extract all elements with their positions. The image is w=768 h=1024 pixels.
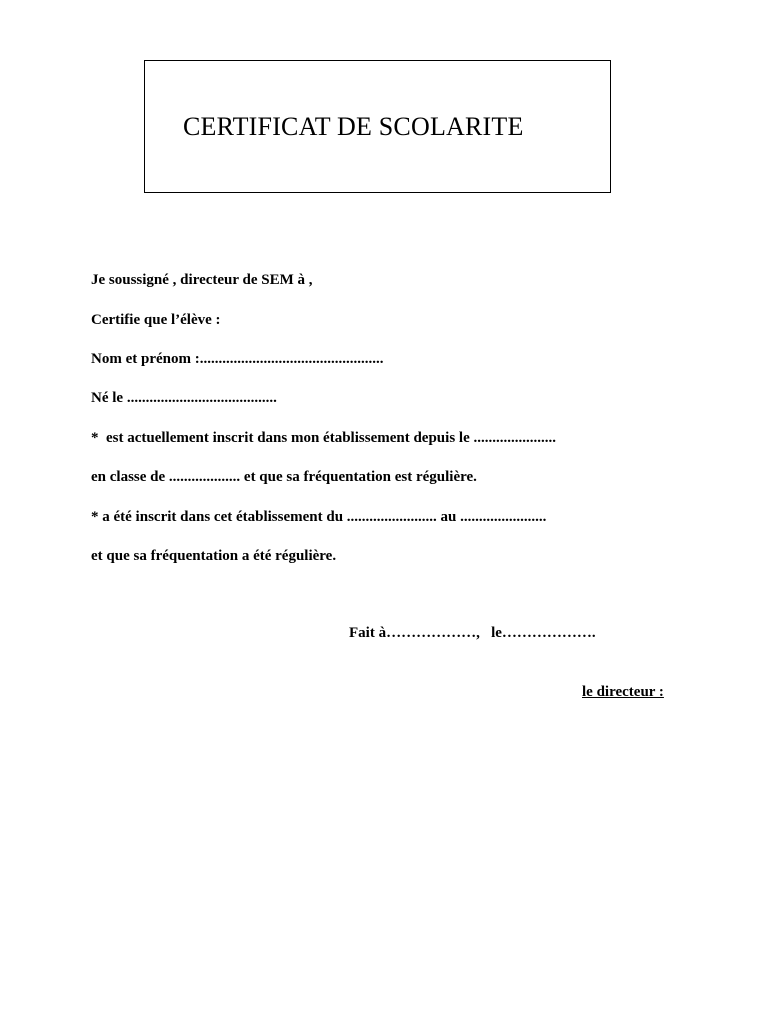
declaration-line: Je soussigné , directeur de SEM à ,: [91, 272, 313, 288]
document-title: CERTIFICAT DE SCOLARITE: [183, 112, 524, 141]
place-date-line: Fait à………………, le……………….: [349, 625, 596, 641]
title-box: [144, 60, 611, 193]
previously-enrolled-line: * a été inscrit dans cet établissement du ........................ au .......................: [91, 509, 547, 525]
signature-label: le directeur :: [582, 684, 664, 700]
class-attendance-line: en classe de ................... et que sa fréquentation est régulière.: [91, 469, 477, 485]
birth-date-line: Né le ........................................: [91, 390, 277, 406]
currently-enrolled-line: * est actuellement inscrit dans mon établissement depuis le ......................: [91, 430, 556, 446]
certify-line: Certifie que l’élève :: [91, 312, 221, 328]
student-name-line: Nom et prénom :.................................................: [91, 351, 384, 367]
past-attendance-line: et que sa fréquentation a été régulière.: [91, 548, 337, 564]
